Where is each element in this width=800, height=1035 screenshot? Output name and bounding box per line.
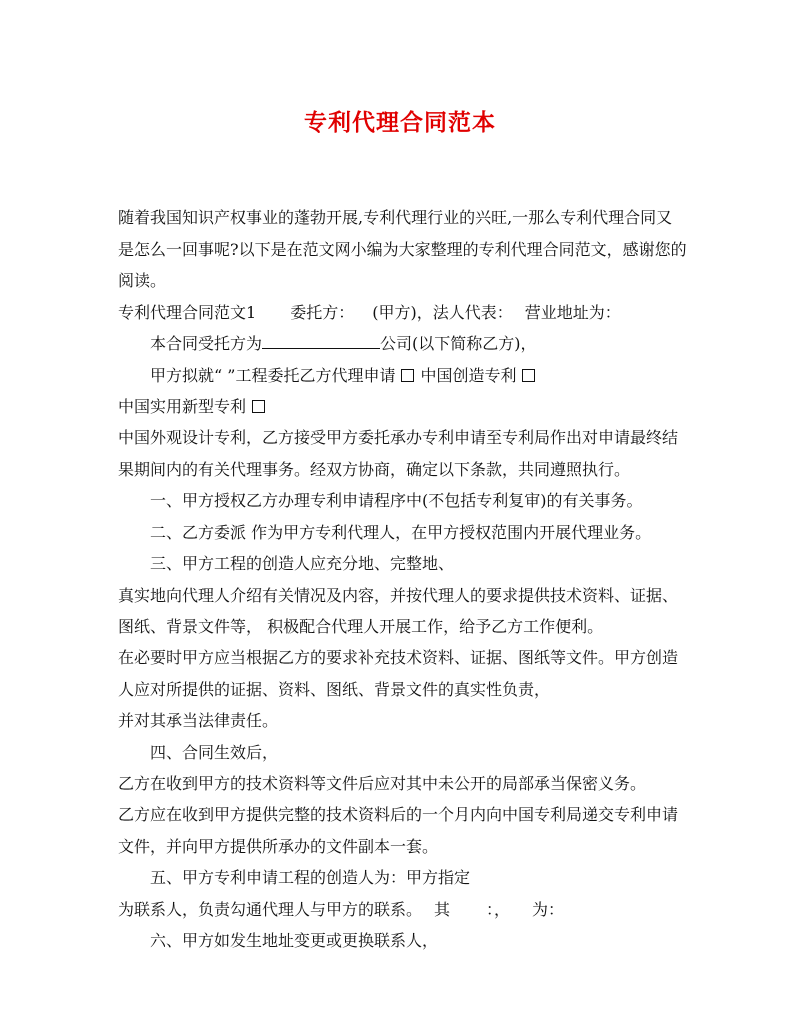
clause-two: 二、乙方委派 作为甲方专利代理人，在甲方授权范围内开展代理业务。	[150, 523, 652, 542]
paragraph-line: 图纸、背景文件等， 积极配合代理人开展工作，给予乙方工作便利。	[118, 617, 604, 636]
checkbox-icon	[522, 369, 535, 382]
clause-four: 四、合同生效后，	[150, 743, 279, 762]
utility-model-label: 中国实用新型专利	[118, 397, 247, 416]
paragraph-line: 随着我国知识产权事业的蓬勃开展,专利代理行业的兴旺,一那么专利代理合同又	[118, 208, 673, 227]
invention-patent-label: 中国创造专利	[420, 366, 517, 385]
agent-label: 本合同受托方为	[150, 334, 263, 353]
agent-blank	[262, 334, 380, 349]
agent-line	[150, 334, 537, 354]
agent-company-text: 公司(以下简称乙方)，	[380, 334, 537, 353]
legal-rep-label: (甲方)，法人代表：	[372, 303, 513, 322]
paragraph-line: 阅读。	[118, 271, 167, 290]
clause-five: 五、甲方专利申请工程的创造人为：甲方指定	[150, 868, 471, 887]
contact-text: 为联系人，负责勾通代理人与甲方的联系。	[118, 900, 423, 919]
paragraph-line: 果期间内的有关代理事务。经双方协商，确定以下条款，共同遵照执行。	[118, 460, 631, 479]
document-title: 专利代理合同范本	[304, 109, 496, 136]
paragraph-line: 乙方在收到甲方的技术资料等文件后应对其中未公开的局部承当保密义务。	[118, 774, 647, 793]
paragraph-line: 并对其承当法律责任。	[118, 711, 279, 730]
checkbox-icon	[252, 400, 265, 413]
application-type-line	[150, 366, 541, 386]
contact-colon: ：，	[486, 900, 511, 919]
clause-one: 一、甲方授权乙方办理专利申请程序中(不包括专利复审)的有关事务。	[150, 491, 643, 510]
paragraph-line: 文件，并向甲方提供所承办的文件副本一套。	[118, 837, 439, 856]
contract-header-line	[118, 303, 621, 323]
clause-six: 六、甲方如发生地址变更或更换联系人，	[150, 931, 439, 950]
paragraph-line: 真实地向代理人介绍有关情况及内容，并按代理人的要求提供技术资料、证据、	[118, 586, 679, 605]
project-text: 甲方拟就“ ”工程委托乙方代理申请	[150, 366, 396, 385]
sample-heading: 专利代理合同范文1	[118, 303, 257, 322]
utility-model-line	[118, 397, 271, 417]
contact-is: 为：	[532, 900, 565, 919]
contact-its: 其	[434, 900, 451, 919]
client-label: 委托方：	[290, 303, 355, 322]
checkbox-icon	[401, 369, 414, 382]
clause-three: 三、甲方工程的创造人应充分地、完整地、	[150, 554, 455, 573]
paragraph-line: 在必要时甲方应当根据乙方的要求补充技术资料、证据、图纸等文件。甲方创造	[118, 648, 679, 667]
address-label: 营业地址为：	[524, 303, 621, 322]
paragraph-line: 乙方应在收到甲方提供完整的技术资料后的一个月内向中国专利局递交专利申请	[118, 805, 679, 824]
paragraph-line: 人应对所提供的证据、资料、图纸、背景文件的真实性负责，	[118, 680, 551, 699]
contact-line	[118, 900, 564, 920]
paragraph-line: 中国外观设计专利，乙方接受甲方委托承办专利申请至专利局作出对申请最终结	[118, 428, 679, 447]
paragraph-line: 是怎么一回事呢?以下是在范文网小编为大家整理的专利代理合同范文，感谢您的	[118, 240, 687, 259]
